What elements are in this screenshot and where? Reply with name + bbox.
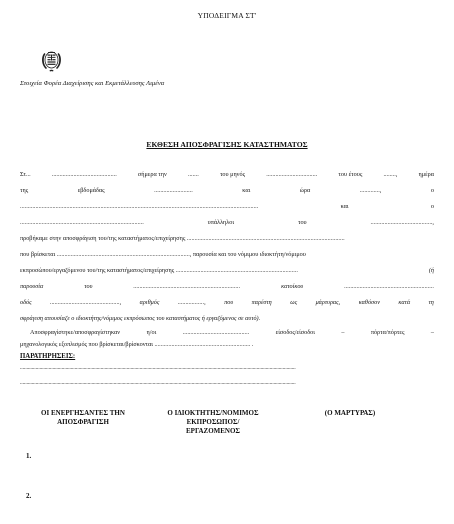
body-line-1: Στ... .......................................... σήμερα την ....... του μηνός ................................. του έτους ........, ημέρα	[20, 171, 434, 178]
body-line-10: σφράγιση απουσίαζε ο ιδιοκτήτης/νόμιμος εκπρόσωπος του καταστήματος ή εργαζόμενος σε αυτό).	[20, 315, 261, 322]
body-line-12: μηχανολογικός εξοπλισμός που βρίσκεται/βρίσκονται .............................................................. .	[20, 341, 254, 348]
body-line-11: Αποσφραγίστηκε/αποσφραγίστηκαν η/οι ........................................... είσοδος/είσοδοι – πόρτα/πόρτες –	[30, 329, 434, 336]
document-title: ΕΚΘΕΣΗ ΑΠΟΣΦΡΑΓΙΣΗΣ ΚΑΤΑΣΤΗΜΑΤΟΣ	[146, 140, 308, 149]
body-line-2: της εβδομάδας ......................... και ώρα ............., ο	[20, 187, 434, 194]
body-line-6: που βρίσκεται ......................................................................................, παρουσία και του νόμιμου ιδιοκτήτη/νόμιμου	[20, 251, 306, 258]
hellenic-emblem-icon	[39, 48, 64, 73]
body-line-7: εκπροσώπου/εργαζόμενου του/της καταστήματος/επιχείρησης ............................................................................... (ή	[20, 267, 434, 274]
remarks-label: ΠΑΡΑΤΗΡΗΣΕΙΣ:	[20, 353, 76, 360]
signature-number-2: 2.	[26, 492, 32, 500]
body-line-4: ................................................................................ υπάλληλοι του ........................................,	[20, 219, 434, 226]
signature-owner-heading: Ο ΙΔΙΟΚΤΗΤΗΣ/ΝΟΜΙΜΟΣ ΕΚΠΡΟΣΩΠΟΣ/ ΕΡΓΑΖΟΜΕΝΟΣ	[167, 409, 259, 435]
signature-officials-heading: ΟΙ ΕΝΕΡΓΗΣΑΝΤΕΣ ΤΗΝ ΑΠΟΣΦΡΑΓΙΣΗ	[41, 409, 125, 426]
remarks-line-1: ....................................................................................................................................................................................................................	[20, 365, 296, 371]
remarks-line-2: ....................................................................................................................................................................................................................	[20, 380, 296, 386]
body-line-9: οδός ............................................., αριθμός ................., που παρέστη ως μάρτυρας, καθόσον κατά τη	[20, 299, 434, 306]
body-line-8: παρουσία του ..................................................................... κατοίκου ..........................................................	[20, 283, 434, 290]
template-label: ΥΠΟΔΕΙΓΜΑ ΣΤ'	[197, 11, 257, 20]
signature-number-1: 1.	[26, 452, 32, 460]
issuer-details: Στοιχεία Φορέα Διαχείρισης και Εκμετάλλευσης Λιμένα	[20, 80, 165, 87]
body-line-5: προβήκαμε στην αποσφράγιση του/της καταστήματος/επιχείρησης ......................................................................................................	[20, 235, 345, 242]
signature-witness-heading: (Ο ΜΑΡΤΥΡΑΣ)	[324, 409, 376, 417]
body-line-3: .......................................................................................................................................................... και ο	[20, 203, 434, 210]
